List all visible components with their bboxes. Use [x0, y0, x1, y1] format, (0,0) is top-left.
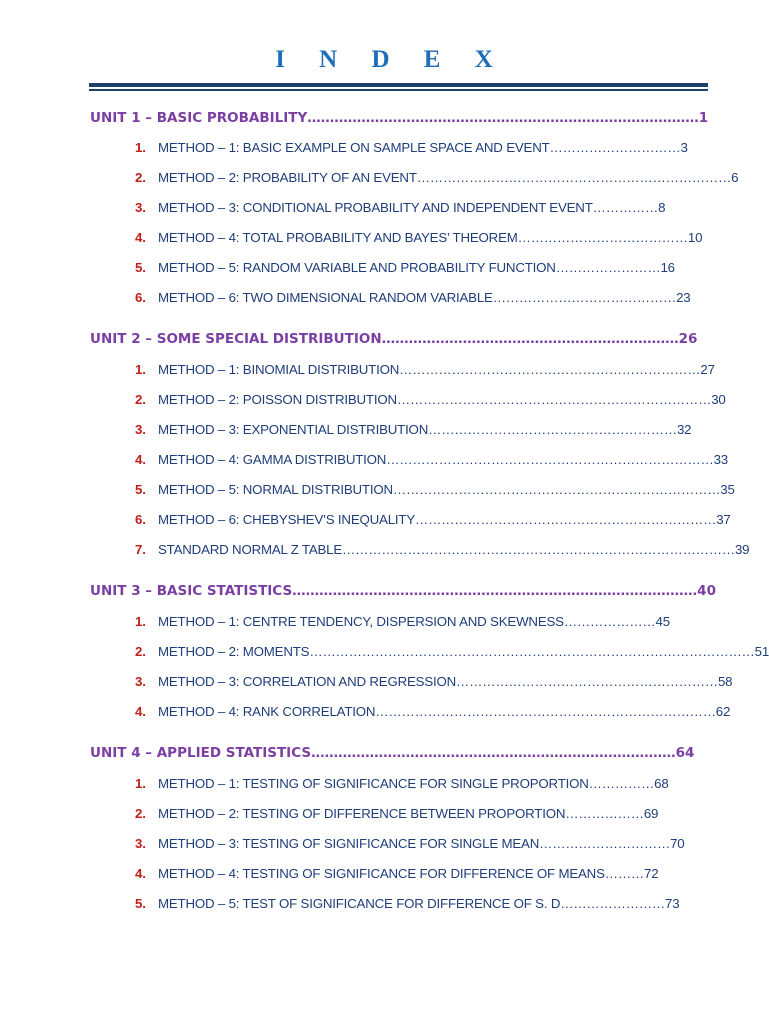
entry-number: 1. [135, 776, 146, 791]
entry-text: STANDARD NORMAL Z TABLE………………………………………………………………………………39 [158, 542, 750, 557]
entry-text: METHOD – 4: RANK CORRELATION……………………………………………………………………62 [158, 704, 731, 719]
unit-heading[interactable]: UNIT 3 – BASIC STATISTICS………………………………………………………………………………40 [90, 583, 716, 599]
entry-text: METHOD – 2: POISSON DISTRIBUTION………………………………………………………………30 [158, 392, 726, 407]
entry-text: METHOD – 4: GAMMA DISTRIBUTION…………………………………………………………………33 [158, 452, 729, 467]
unit-heading[interactable]: UNIT 1 – BASIC PROBABILITY……………………………………………………………………………1 [90, 110, 709, 126]
toc-entry[interactable] [135, 198, 695, 218]
entry-number: 4. [135, 230, 146, 245]
toc-entry[interactable] [135, 228, 703, 248]
toc-entry[interactable] [135, 642, 769, 662]
toc-entry[interactable] [135, 864, 695, 884]
entry-text: METHOD – 1: BINOMIAL DISTRIBUTION……………………………………………………………27 [158, 362, 715, 377]
entry-text: METHOD – 2: MOMENTS…………………………………………………………………………………………51 [158, 644, 769, 659]
unit-heading[interactable]: UNIT 4 – APPLIED STATISTICS………………………………………………………………………64 [90, 745, 695, 761]
toc-entry[interactable] [135, 258, 695, 278]
entry-number: 3. [135, 200, 146, 215]
entry-number: 5. [135, 260, 146, 275]
entry-text: METHOD – 1: TESTING OF SIGNIFICANCE FOR SINGLE PROPORTION……………68 [158, 776, 669, 791]
entry-text: METHOD – 4: TESTING OF SIGNIFICANCE FOR DIFFERENCE OF MEANS………72 [158, 866, 659, 881]
entry-number: 4. [135, 704, 146, 719]
toc-entry[interactable] [135, 834, 695, 854]
entry-number: 5. [135, 482, 146, 497]
entry-number: 3. [135, 422, 146, 437]
title-divider-thin [89, 89, 708, 91]
toc-entry[interactable] [135, 804, 695, 824]
entry-number: 3. [135, 674, 146, 689]
toc-entry[interactable] [135, 420, 695, 440]
entry-text: METHOD – 3: TESTING OF SIGNIFICANCE FOR SINGLE MEAN…………………………70 [158, 836, 685, 851]
toc-entry[interactable] [135, 612, 695, 632]
entry-number: 4. [135, 866, 146, 881]
toc-entry[interactable] [135, 480, 735, 500]
entry-number: 4. [135, 452, 146, 467]
entry-text: METHOD – 1: BASIC EXAMPLE ON SAMPLE SPACE AND EVENT…………………………3 [158, 140, 688, 155]
toc-entry[interactable] [135, 702, 731, 722]
index-title: I N D E X [275, 46, 507, 73]
entry-number: 2. [135, 170, 146, 185]
unit-heading[interactable]: UNIT 2 – SOME SPECIAL DISTRIBUTION…………………………………………………………26 [90, 331, 698, 347]
entry-number: 2. [135, 806, 146, 821]
entry-text: METHOD – 3: CORRELATION AND REGRESSION……………………………………………………58 [158, 674, 733, 689]
entry-text: METHOD – 6: CHEBYSHEV’S INEQUALITY……………………………………………………………37 [158, 512, 731, 527]
toc-entry[interactable] [135, 390, 726, 410]
entry-number: 6. [135, 290, 146, 305]
entry-text: METHOD – 6: TWO DIMENSIONAL RANDOM VARIABLE……………………………………23 [158, 290, 691, 305]
entry-text: METHOD – 3: CONDITIONAL PROBABILITY AND INDEPENDENT EVENT……………8 [158, 200, 666, 215]
entry-number: 3. [135, 836, 146, 851]
entry-text: METHOD – 2: TESTING OF DIFFERENCE BETWEEN PROPORTION………………69 [158, 806, 659, 821]
entry-number: 7. [135, 542, 146, 557]
toc-entry[interactable] [135, 774, 695, 794]
entry-number: 1. [135, 140, 146, 155]
toc-entry[interactable] [135, 894, 695, 914]
toc-entry[interactable] [135, 360, 715, 380]
toc-entry[interactable] [135, 540, 750, 560]
toc-entry[interactable] [135, 168, 739, 188]
entry-number: 2. [135, 392, 146, 407]
entry-text: METHOD – 5: TEST OF SIGNIFICANCE FOR DIFFERENCE OF S. D……………………73 [158, 896, 680, 911]
toc-entry[interactable] [135, 672, 733, 692]
entry-text: METHOD – 1: CENTRE TENDENCY, DISPERSION AND SKEWNESS…………………45 [158, 614, 670, 629]
toc-entry[interactable] [135, 450, 729, 470]
entry-number: 5. [135, 896, 146, 911]
entry-text: METHOD – 5: RANDOM VARIABLE AND PROBABILITY FUNCTION……………………16 [158, 260, 675, 275]
entry-text: METHOD – 5: NORMAL DISTRIBUTION…………………………………………………………………35 [158, 482, 735, 497]
entry-text: METHOD – 4: TOTAL PROBABILITY AND BAYES’ THEOREM…………………………………10 [158, 230, 703, 245]
entry-number: 2. [135, 644, 146, 659]
toc-entry[interactable] [135, 510, 731, 530]
title-divider-thick [89, 83, 708, 87]
entry-number: 6. [135, 512, 146, 527]
entry-number: 1. [135, 362, 146, 377]
entry-number: 1. [135, 614, 146, 629]
toc-entry[interactable] [135, 288, 695, 308]
entry-text: METHOD – 2: PROBABILITY OF AN EVENT………………………………………………………………6 [158, 170, 739, 185]
entry-text: METHOD – 3: EXPONENTIAL DISTRIBUTION…………………………………………………32 [158, 422, 692, 437]
toc-entry[interactable] [135, 138, 695, 158]
